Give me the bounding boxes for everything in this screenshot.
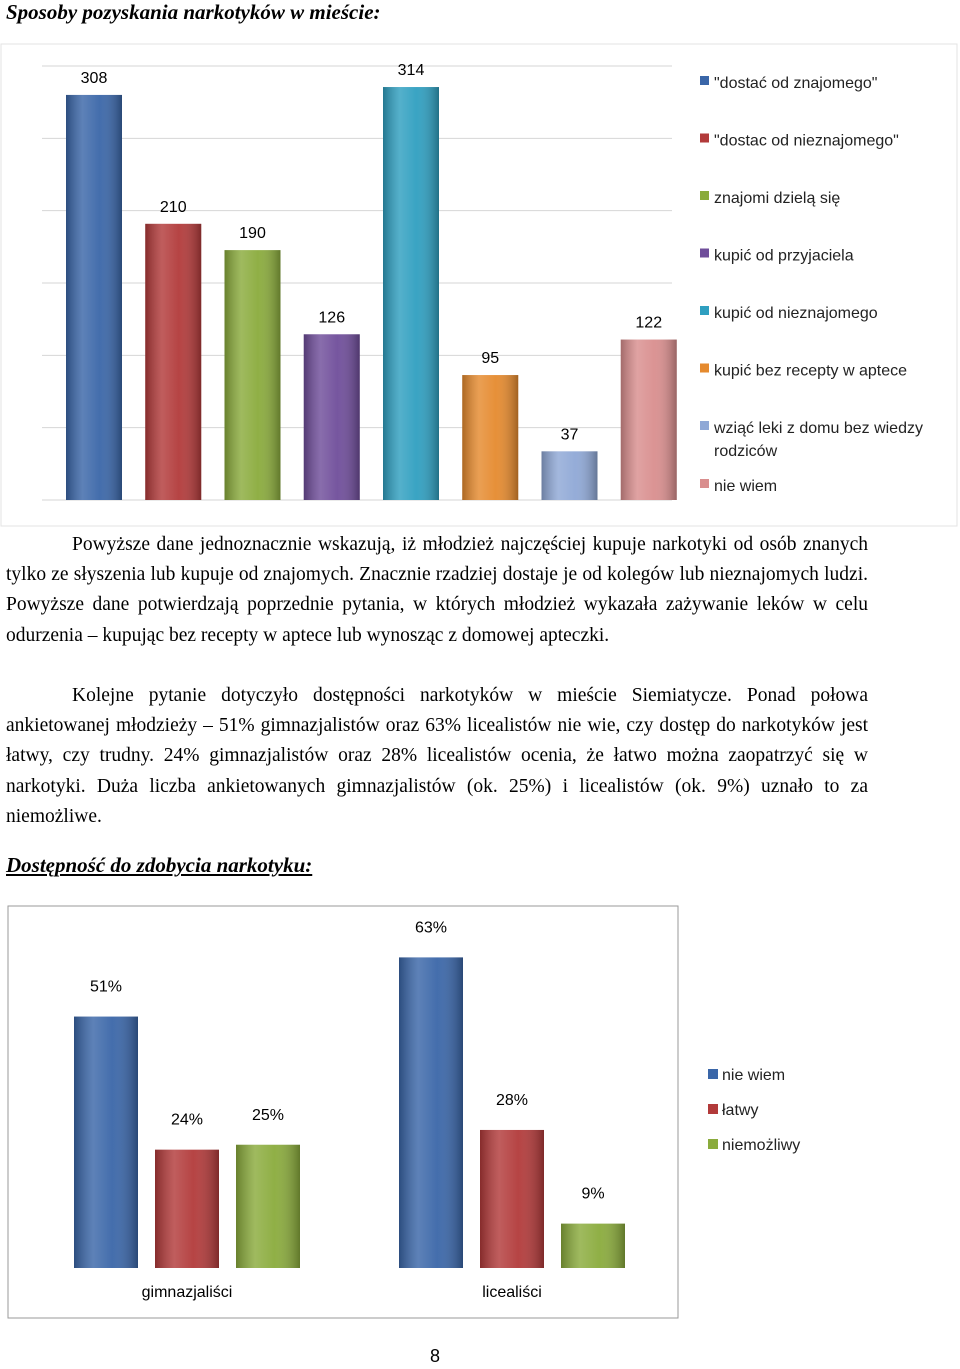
paragraph-1-text: Powyższe dane jednoznacznie wskazują, iż młodzież najczęściej kupuje narkotyki od osób znanych tylko ze słyszenia lub kupuje od znajomych. Znacznie rzadziej dostaje je od kolegów lub nieznajomych ludzi. Powyższe dane potwierdzają poprzednie pytania, w których młodzież wykazała zażywanie leków w celu odurzenia – kupując bez recepty w aptece lub wynosząc z domowej apteczki. [6, 534, 868, 646]
legend-swatch [700, 249, 709, 258]
section-heading-availability: Dostępność do zdobycia narkotyku: [6, 853, 313, 877]
data-label: 25% [251, 1106, 285, 1124]
page-number: 8 [429, 1346, 440, 1366]
chart-legend [708, 1067, 800, 1154]
legend-label: kupić od nieznajomego [714, 305, 878, 322]
legend-label: nie wiem [722, 1067, 786, 1084]
paragraph-2-text: Kolejne pytanie dotyczyło dostępności narkotyków w mieście Siemiatycze. Ponad połowa ankietowanej młodzieży – 51% gimnazjalistów oraz 63% licealistów nie wie, czy dostęp do narkotyków jest łatwy, czy trudny. 24% gimnazjalistów oraz 28% licealistów ocenia, że łatwo można zaopatrzyć się w narkotyki. Duża liczba ankietowanych gimnazjalistów (ok. 25%) i licealistów (ok. 9%) uznało to za niemożliwe. [6, 685, 868, 827]
legend-swatch [700, 364, 709, 373]
data-label: 210 [159, 198, 187, 216]
data-label: 126 [318, 309, 346, 327]
legend-label: nie wiem [714, 478, 778, 495]
paragraph-2 [6, 681, 868, 832]
bar-shading [621, 340, 677, 500]
legend-swatch [700, 421, 709, 430]
data-label: 63% [414, 919, 448, 937]
bar-shading [383, 87, 439, 500]
legend-swatch [700, 191, 709, 200]
data-label: 24% [170, 1111, 204, 1129]
data-label: 51% [89, 978, 123, 996]
paragraph-1 [6, 530, 868, 651]
bar-shading [304, 334, 360, 500]
data-label: 9% [581, 1185, 605, 1203]
data-label: 308 [80, 69, 108, 87]
bar-shading [236, 1145, 300, 1268]
legend-label: "dostać od znajomego" [714, 75, 878, 92]
legend-swatch [700, 76, 709, 85]
legend-swatch [708, 1104, 718, 1114]
x-tick-label: licealiści [482, 1284, 542, 1301]
legend-swatch [708, 1069, 718, 1079]
bar-shading [74, 1017, 138, 1268]
x-tick-label: gimnazjaliści [141, 1284, 233, 1301]
data-label: 28% [495, 1091, 529, 1109]
data-label: 37 [560, 426, 579, 444]
section-heading-drug-sources: Sposoby pozyskania narkotyków w mieście: [6, 0, 381, 24]
legend-swatch [700, 306, 709, 315]
legend-swatch [700, 134, 709, 143]
data-label: 122 [635, 314, 663, 332]
legend-label: łatwy [722, 1102, 759, 1119]
legend-label: wziąć leki z domu bez wiedzy [714, 420, 923, 437]
data-label: 314 [397, 62, 425, 80]
legend-label: kupić bez recepty w aptece [714, 362, 907, 380]
data-label: 190 [239, 225, 266, 243]
legend-label: niemożliwy [722, 1137, 801, 1154]
legend-label: kupić od przyjaciela [714, 247, 854, 265]
bar-shading [225, 250, 281, 500]
bar-shading [145, 224, 201, 500]
legend-label: rodziców [714, 443, 778, 460]
chart-availability [0, 890, 960, 1330]
legend-label: "dostac od nieznajomego" [714, 132, 899, 150]
bar-shading [155, 1150, 219, 1268]
legend-swatch [700, 479, 709, 488]
legend-swatch [708, 1139, 718, 1149]
chart-drug-sources [0, 0, 960, 530]
data-label: 95 [481, 350, 500, 368]
bar-shading [480, 1130, 544, 1268]
bar-shading [561, 1224, 625, 1268]
bar-shading [542, 451, 598, 500]
bar-shading [399, 957, 463, 1268]
bar-shading [66, 95, 122, 500]
bar-shading [462, 375, 518, 500]
legend-label: znajomi dzielą się [714, 190, 841, 207]
